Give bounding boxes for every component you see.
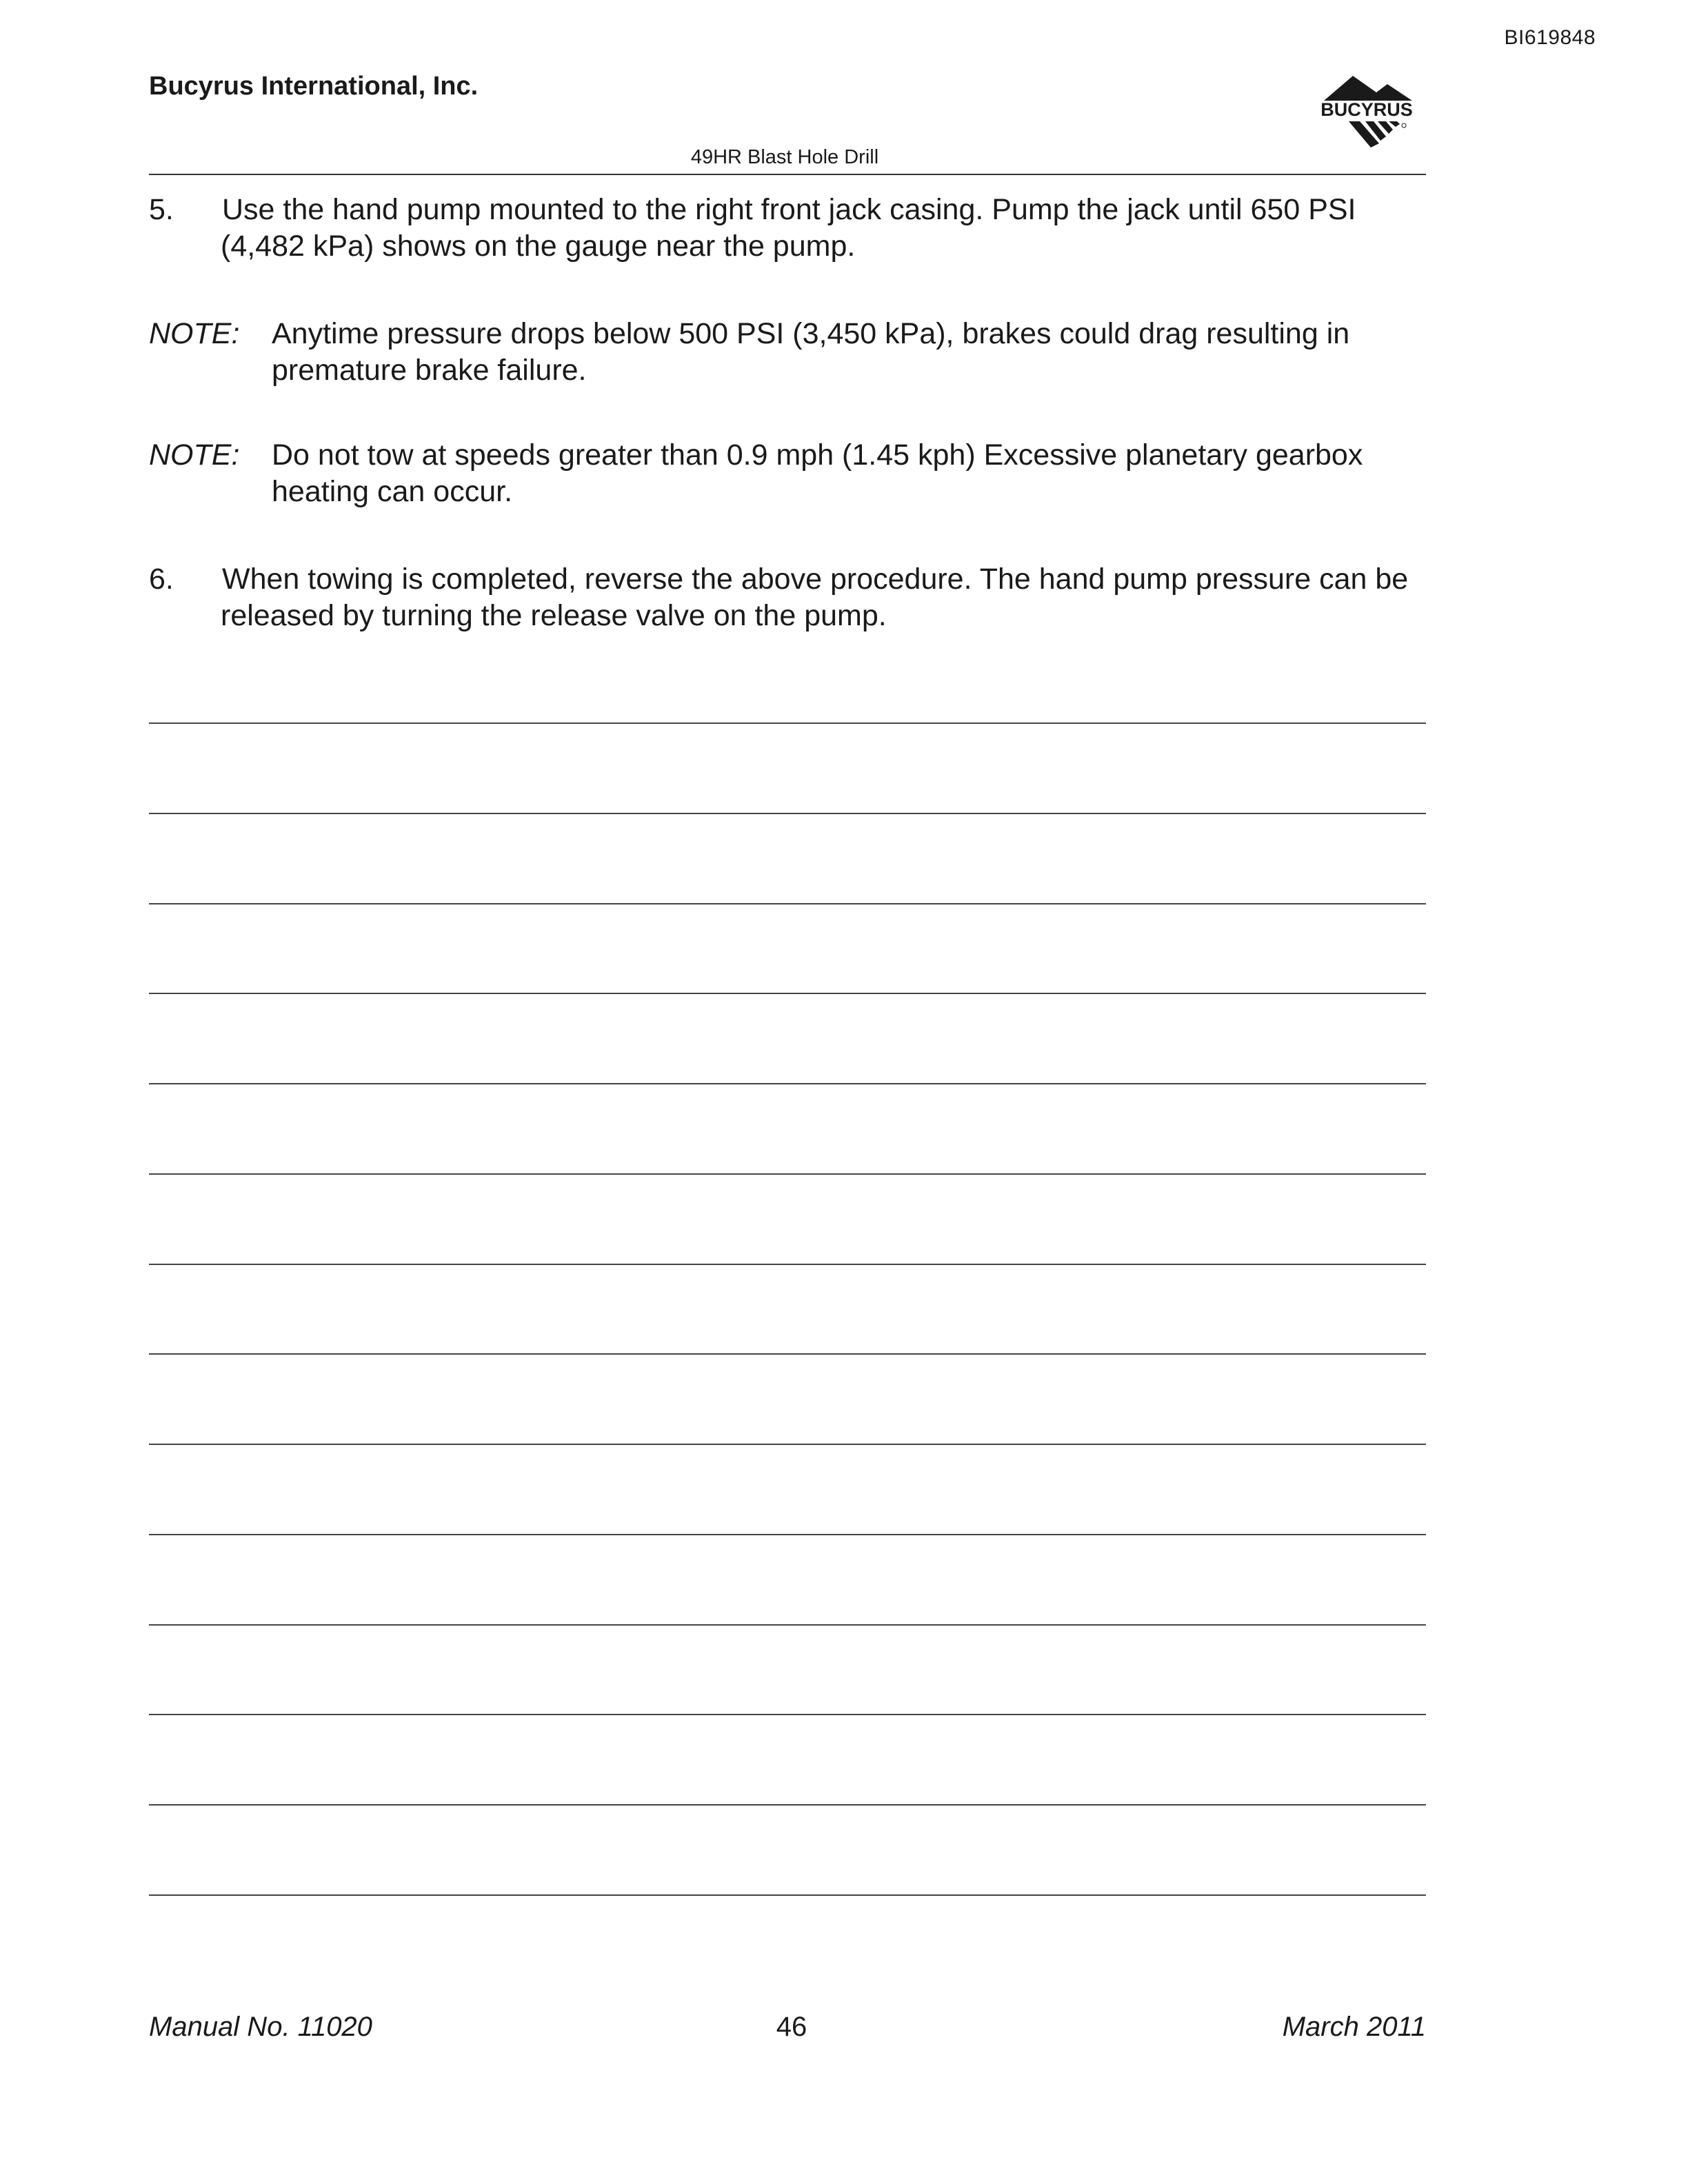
manual-number: Manual No. 11020 <box>149 2012 372 2042</box>
step-text-line: released by turning the release valve on the pump. <box>221 599 887 632</box>
document-id: BI619848 <box>1504 26 1596 49</box>
step-text-line: (4,482 kPa) shows on the gauge near the pump. <box>221 230 856 263</box>
page-number: 46 <box>776 2012 807 2042</box>
note-writing-line <box>149 903 1426 904</box>
note-writing-line <box>149 1444 1426 1445</box>
manual-subtitle: 49HR Blast Hole Drill <box>690 146 879 168</box>
note-writing-line <box>149 1264 1426 1265</box>
note-writing-line <box>149 993 1426 994</box>
step-text-line: When towing is completed, reverse the above procedure. The hand pump pressure can be <box>222 563 1409 596</box>
note-writing-line <box>149 722 1426 724</box>
step-5 <box>149 192 1445 265</box>
step-number: 5. <box>149 193 174 226</box>
note-text-line: premature brake failure. <box>272 354 587 387</box>
company-name: Bucyrus International, Inc. <box>149 72 479 101</box>
note-1 <box>149 316 1445 389</box>
note-text-line: heating can occur. <box>272 475 513 508</box>
note-label: NOTE: <box>149 438 240 472</box>
note-text-line: Anytime pressure drops below 500 PSI (3,450 kPa), brakes could drag resulting in <box>272 317 1350 350</box>
svg-text:BUCYRUS: BUCYRUS <box>1320 99 1413 120</box>
note-writing-line <box>149 1624 1426 1626</box>
note-writing-line <box>149 1714 1426 1715</box>
note-writing-line <box>149 1534 1426 1535</box>
step-number: 6. <box>149 563 174 596</box>
note-label: NOTE: <box>149 317 240 350</box>
note-writing-line <box>149 1083 1426 1084</box>
step-text-line: Use the hand pump mounted to the right front jack casing. Pump the jack until 650 PSI <box>222 193 1356 226</box>
note-writing-line <box>149 813 1426 814</box>
publication-date: March 2011 <box>1282 2012 1426 2042</box>
note-writing-line <box>149 1894 1426 1896</box>
note-writing-line <box>149 1173 1426 1175</box>
note-text-line: Do not tow at speeds greater than 0.9 mph (1.45 kph) Excessive planetary gearbox <box>272 438 1363 472</box>
bucyrus-logo <box>1305 72 1429 152</box>
note-writing-line <box>149 1804 1426 1806</box>
step-6 <box>149 561 1445 634</box>
note-writing-line <box>149 1353 1426 1355</box>
note-2 <box>149 437 1445 510</box>
header-divider <box>149 174 1426 175</box>
